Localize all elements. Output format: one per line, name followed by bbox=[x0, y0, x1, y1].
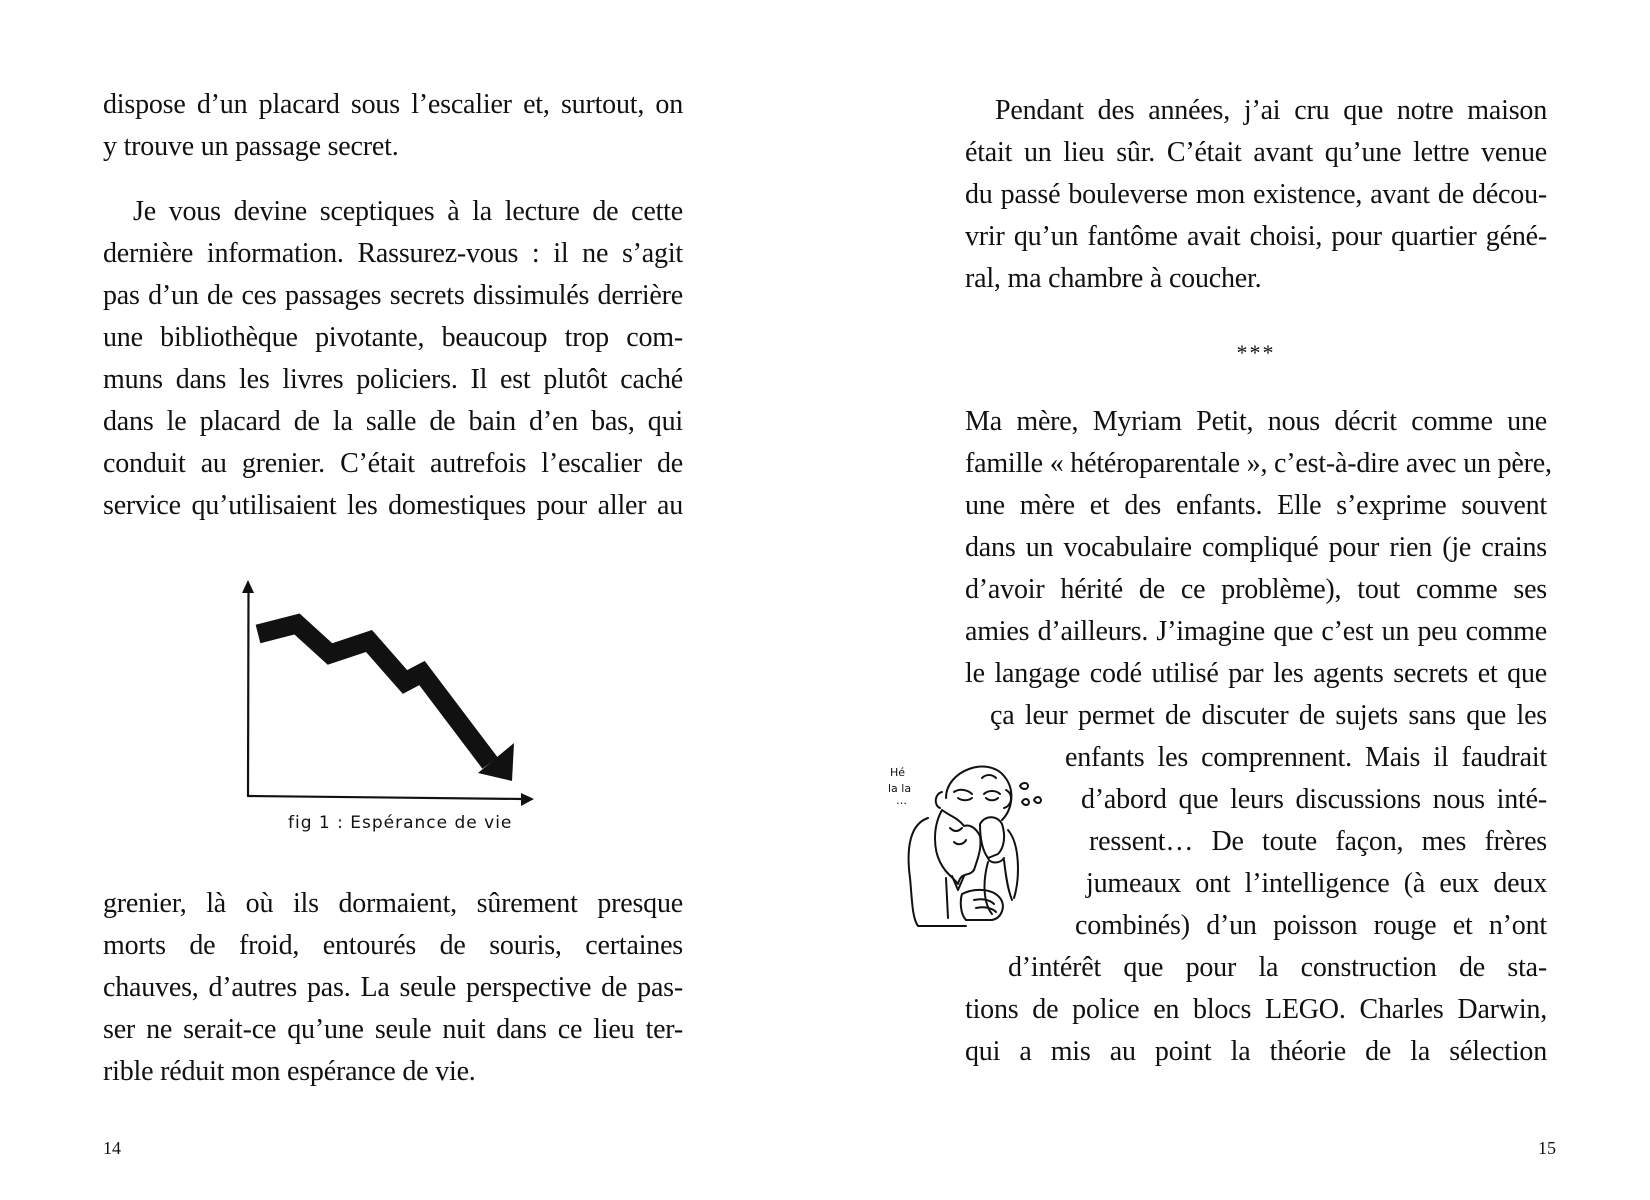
text-line: vrir qu’un fantôme avait choisi, pour quartier géné- bbox=[965, 221, 1547, 252]
text-line: jumeaux ont l’intelligence (à eux deux bbox=[1086, 868, 1547, 899]
text-line: le langage codé utilisé par les agents secrets et que bbox=[965, 658, 1547, 689]
page-number-left: 14 bbox=[103, 1138, 121, 1158]
text-line: ressent… De toute façon, mes frères bbox=[1089, 826, 1547, 857]
text-line: grenier, là où ils dormaient, sûrement presque bbox=[103, 888, 683, 919]
text-line: morts de froid, entourés de souris, certaines bbox=[103, 930, 683, 961]
trend-line bbox=[258, 624, 490, 763]
x-axis-arrowhead bbox=[521, 793, 534, 806]
text-line: dans un vocabulaire compliqué pour rien (je crains bbox=[965, 532, 1547, 563]
right-page bbox=[825, 0, 1650, 1200]
section-separator: *** bbox=[1236, 340, 1276, 365]
text-line: amies d’ailleurs. J’imagine que c’est un peu comme bbox=[965, 616, 1547, 647]
text-line: du passé bouleverse mon existence, avant de décou- bbox=[965, 179, 1547, 210]
text-line: enfants les comprennent. Mais il faudrait bbox=[1065, 742, 1547, 773]
speech-ellipsis: … bbox=[896, 794, 907, 807]
text-line: y trouve un passage secret. bbox=[103, 131, 399, 162]
speech-he: Hé bbox=[890, 766, 906, 779]
declining-trend-arrow-icon bbox=[238, 578, 538, 808]
text-line: rible réduit mon espérance de vie. bbox=[103, 1056, 476, 1087]
life-expectancy-figure bbox=[238, 578, 538, 808]
text-line: une bibliothèque pivotante, beaucoup trop com- bbox=[103, 322, 683, 353]
text-line: d’avoir hérité de ce problème), tout comme ses bbox=[965, 574, 1547, 605]
text-line: ça leur permet de discuter de sujets sans que les bbox=[990, 700, 1547, 731]
text-line: famille « hétéroparentale », c’est-à-dire avec un père, bbox=[965, 448, 1552, 479]
darwin-illustration bbox=[888, 758, 1058, 933]
text-line: dans le placard de la salle de bain d’en bas, qui bbox=[103, 406, 683, 437]
text-line: une mère et des enfants. Elle s’exprime souvent bbox=[965, 490, 1547, 521]
text-line: chauves, d’autres pas. La seule perspective de pas- bbox=[103, 972, 683, 1003]
text-line: qui a mis au point la théorie de la sélection bbox=[965, 1036, 1547, 1067]
text-line: Pendant des années, j’ai cru que notre maison bbox=[995, 95, 1547, 126]
speech-la-la: la la bbox=[888, 782, 912, 795]
y-axis-arrowhead bbox=[242, 580, 254, 593]
y-axis bbox=[248, 590, 249, 796]
text-line: tions de police en blocs LEGO. Charles Darwin, bbox=[965, 994, 1547, 1025]
text-line: combinés) d’un poisson rouge et n’ont bbox=[1075, 910, 1547, 941]
text-line: d’intérêt que pour la construction de sta- bbox=[1008, 952, 1547, 983]
text-line: muns dans les livres policiers. Il est plutôt caché bbox=[103, 364, 683, 395]
text-line: d’abord que leurs discussions nous inté- bbox=[1081, 784, 1547, 815]
text-line: Ma mère, Myriam Petit, nous décrit comme une bbox=[965, 406, 1547, 437]
text-line: conduit au grenier. C’était autrefois l’escalier de bbox=[103, 448, 683, 479]
text-line: dispose d’un placard sous l’escalier et, surtout, on bbox=[103, 89, 683, 120]
text-line: était un lieu sûr. C’était avant qu’une lettre venue bbox=[965, 137, 1547, 168]
text-line: pas d’un de ces passages secrets dissimulés derrière bbox=[103, 280, 683, 311]
figure-caption: fig 1 : Espérance de vie bbox=[288, 813, 513, 833]
page-number-right: 15 bbox=[1538, 1138, 1556, 1158]
text-line: dernière information. Rassurez-vous : il ne s’agit bbox=[103, 238, 683, 269]
sighing-bearded-man-icon bbox=[888, 758, 1058, 933]
x-axis bbox=[248, 796, 523, 799]
text-line: ral, ma chambre à coucher. bbox=[965, 263, 1262, 294]
text-line: service qu’utilisaient les domestiques pour aller au bbox=[103, 490, 683, 521]
text-line: ser ne serait-ce qu’une seule nuit dans ce lieu ter- bbox=[103, 1014, 683, 1045]
text-line: Je vous devine sceptiques à la lecture de cette bbox=[133, 196, 683, 227]
